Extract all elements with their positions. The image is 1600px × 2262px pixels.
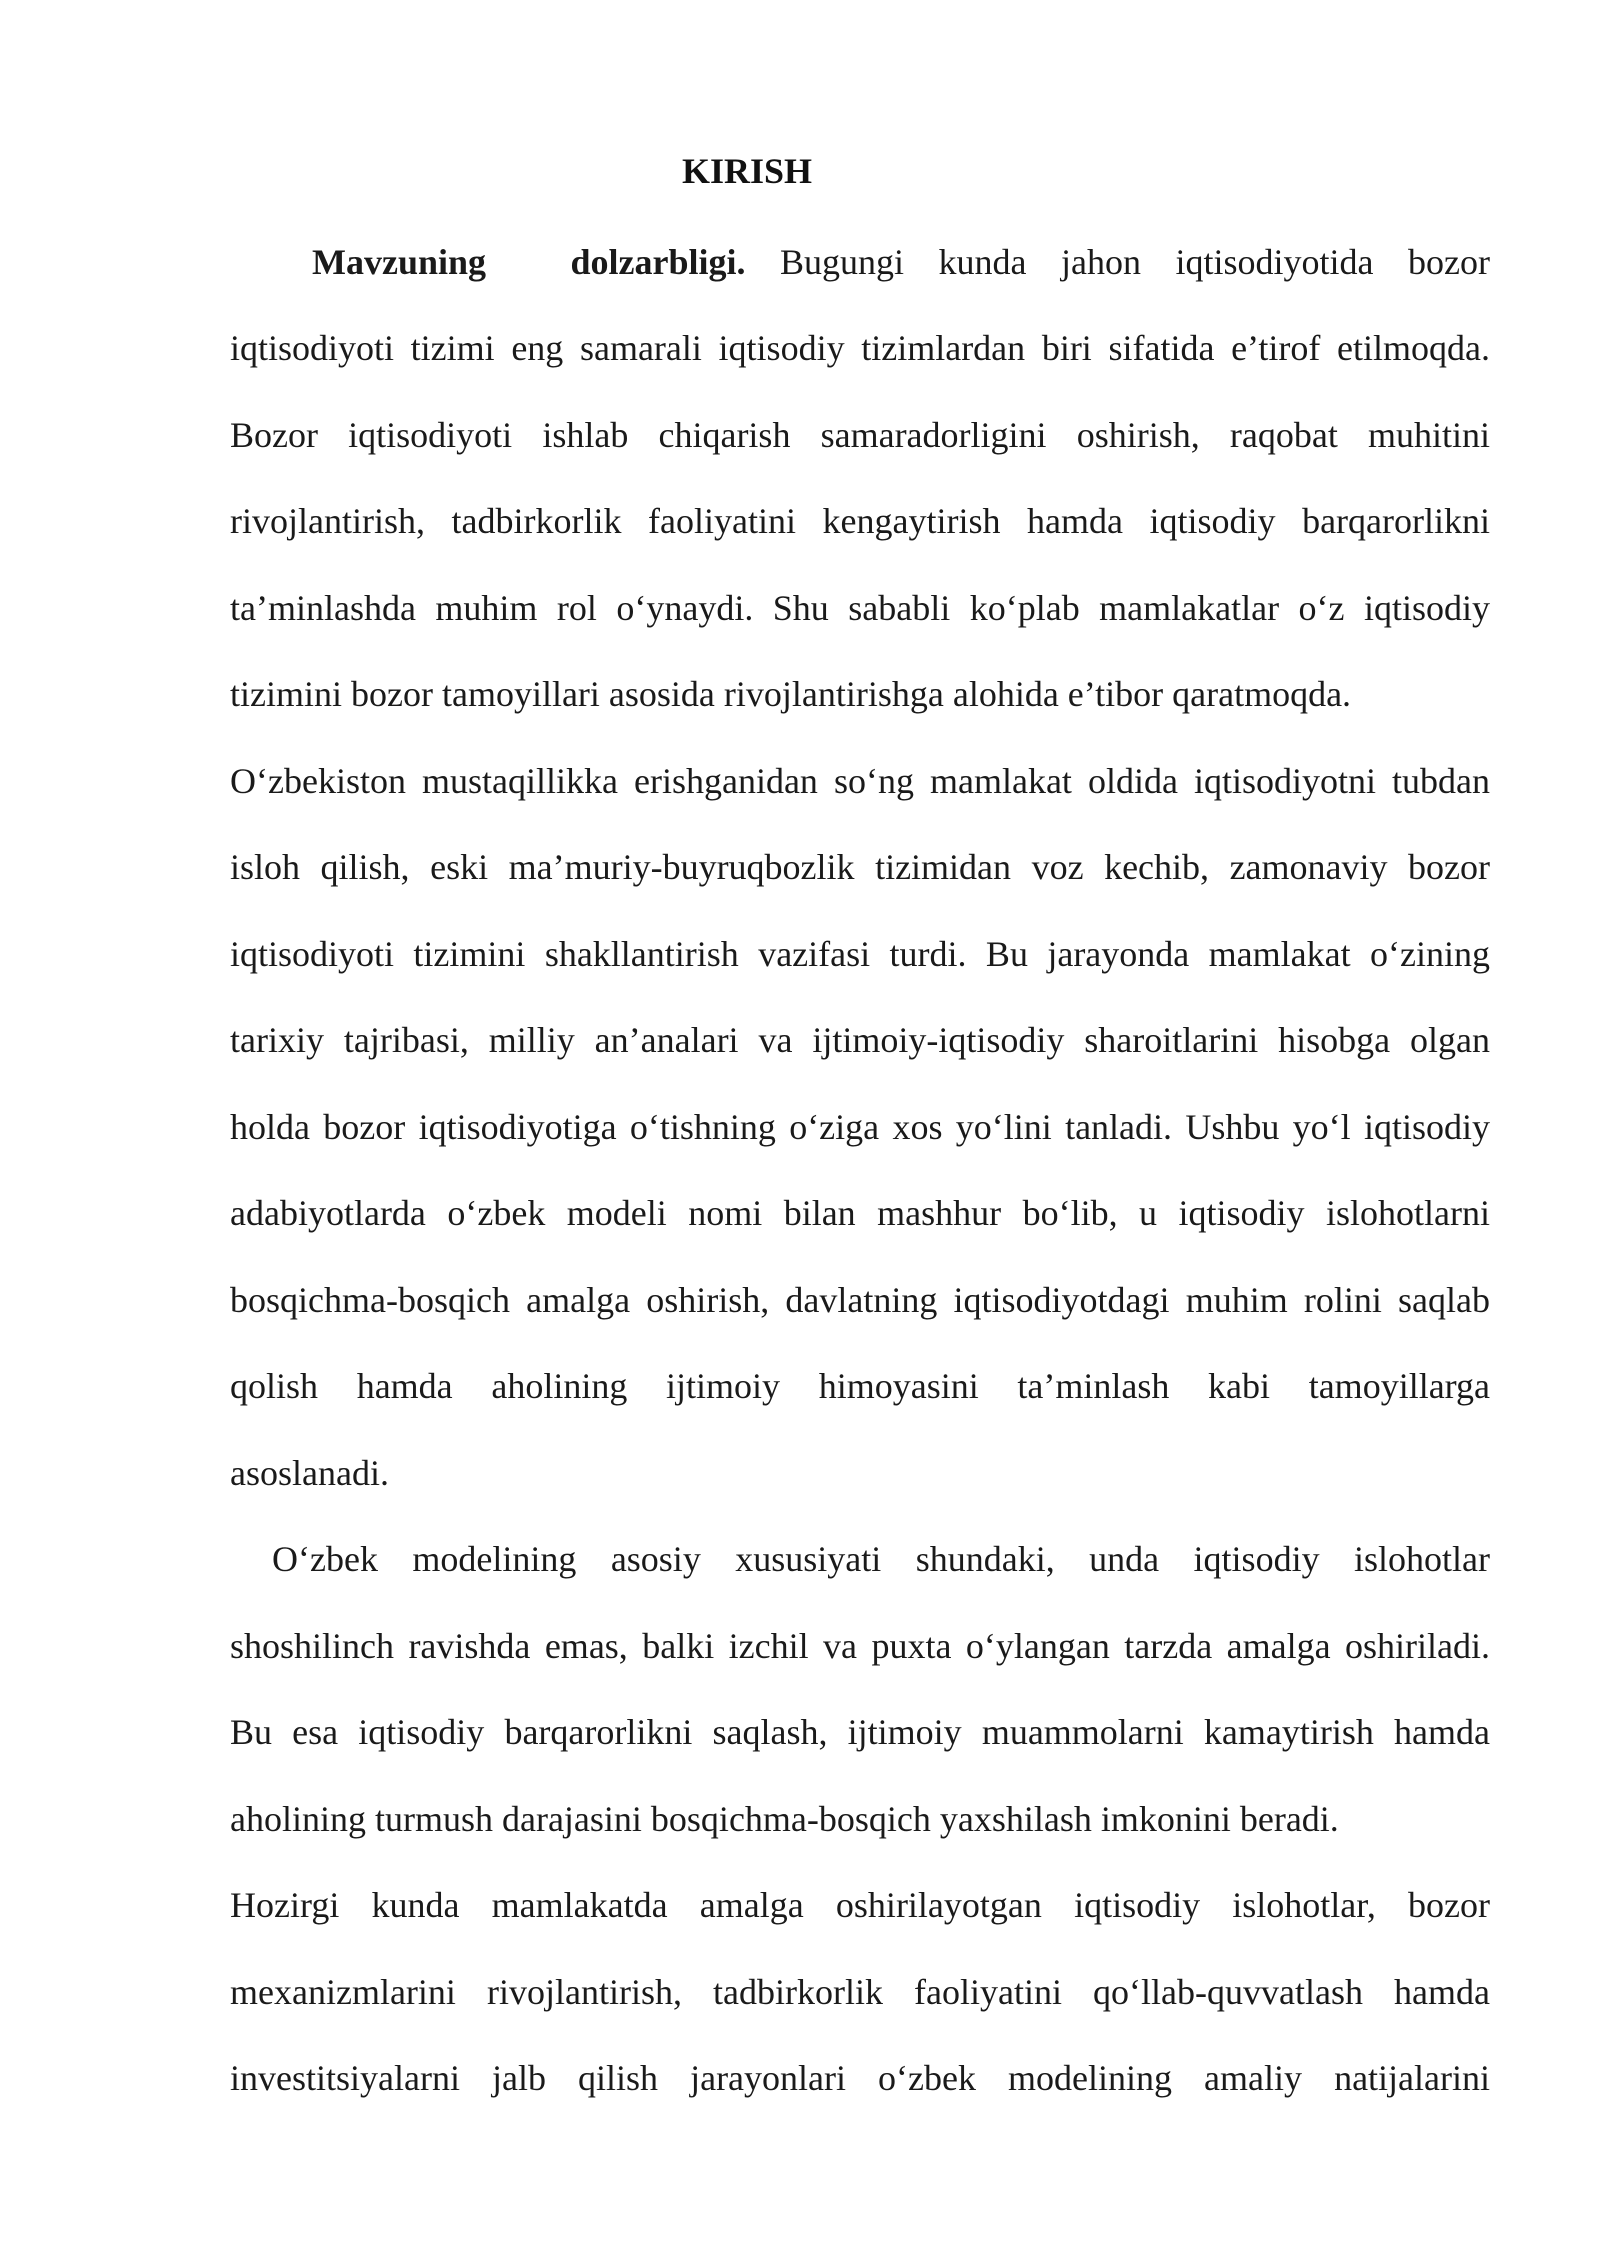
paragraph-line: investitsiyalarni jalb qilish jarayonlari o‘zbek modelining amaliy natijalarini [230, 2058, 1490, 2098]
paragraph-line: bosqichma-bosqich amalga oshirish, davlatning iqtisodiyotdagi muhim rolini saqlab [230, 1280, 1490, 1320]
paragraph-line: O‘zbekiston mustaqillikka erishganidan so‘ng mamlakat oldida iqtisodiyotni tubdan [230, 761, 1490, 801]
paragraph-line: mexanizmlarini rivojlantirish, tadbirkorlik faoliyatini qo‘llab-quvvatlash hamda [230, 1972, 1490, 2012]
paragraph-line: asoslanadi. [230, 1453, 389, 1493]
paragraph-line: aholining turmush darajasini bosqichma-bosqich yaxshilash imkonini beradi. [230, 1799, 1339, 1839]
paragraph-line: tarixiy tajribasi, milliy an’analari va ijtimoiy-iqtisodiy sharoitlarini hisobga olgan [230, 1020, 1490, 1060]
paragraph-line: Hozirgi kunda mamlakatda amalga oshirilayotgan iqtisodiy islohotlar, bozor [230, 1885, 1490, 1925]
paragraph-line: isloh qilish, eski ma’muriy-buyruqbozlik tizimidan voz kechib, zamonaviy bozor [230, 847, 1490, 887]
paragraph-line: qolish hamda aholining ijtimoiy himoyasini ta’minlash kabi tamoyillarga [230, 1366, 1490, 1406]
paragraph-line: ta’minlashda muhim rol o‘ynaydi. Shu sababli ko‘plab mamlakatlar o‘z iqtisodiy [230, 588, 1490, 628]
paragraph-line [312, 232, 1490, 292]
paragraph-line: Bozor iqtisodiyoti ishlab chiqarish samaradorligini oshirish, raqobat muhitini [230, 415, 1490, 455]
paragraph-line: iqtisodiyoti tizimini shakllantirish vazifasi turdi. Bu jarayonda mamlakat o‘zining [230, 934, 1490, 974]
paragraph-line: O‘zbek modelining asosiy xususiyati shundaki, unda iqtisodiy islohotlar [272, 1539, 1490, 1579]
paragraph-line: tizimini bozor tamoyillari asosida rivojlantirishga alohida e’tibor qaratmoqda. [230, 674, 1352, 714]
heading-kirish: KIRISH [681, 151, 813, 191]
paragraph-line: holda bozor iqtisodiyotiga o‘tishning o‘ziga xos yo‘lini tanladi. Ushbu yo‘l iqtisodiy [230, 1107, 1490, 1147]
line-text: Bugungi kunda jahon iqtisodiyotida bozor [780, 242, 1490, 282]
lead-label: Mavzuning [312, 242, 487, 282]
paragraph-line: shoshilinch ravishda emas, balki izchil va puxta o‘ylangan tarzda amalga oshiriladi. [230, 1626, 1490, 1666]
paragraph-line: adabiyotlarda o‘zbek modeli nomi bilan mashhur bo‘lib, u iqtisodiy islohotlarni [230, 1193, 1490, 1233]
paragraph-line: rivojlantirish, tadbirkorlik faoliyatini kengaytirish hamda iqtisodiy barqarorlikni [230, 501, 1490, 541]
paragraph-line: iqtisodiyoti tizimi eng samarali iqtisodiy tizimlardan biri sifatida e’tirof etilmoqda. [230, 328, 1490, 368]
paragraph-line: Bu esa iqtisodiy barqarorlikni saqlash, ijtimoiy muammolarni kamaytirish hamda [230, 1712, 1490, 1752]
lead-label-2: dolzarbligi. [570, 242, 746, 282]
